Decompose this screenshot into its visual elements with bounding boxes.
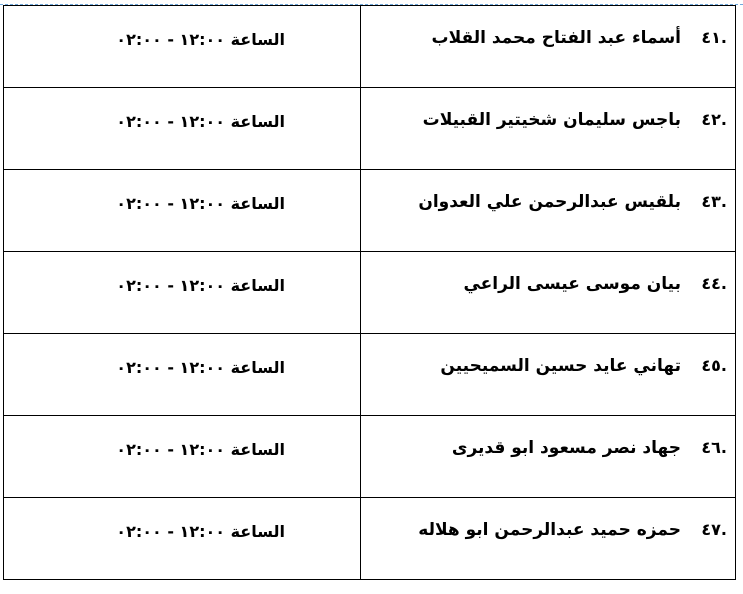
- row-number: ٤٤.: [701, 274, 727, 293]
- table-row: [4, 334, 736, 416]
- student-name: بيان موسى عيسى الراعي: [463, 274, 681, 294]
- table-row: [4, 88, 736, 170]
- student-name: جهاد نصر مسعود ابو قديرى: [451, 438, 681, 458]
- student-name: تهاني عايد حسين السميحيين: [440, 356, 681, 376]
- time-slot: الساعة ١٢:٠٠ - ٠٢:٠٠: [116, 194, 285, 213]
- time-slot: الساعة ١٢:٠٠ - ٠٢:٠٠: [116, 522, 285, 541]
- name-cell: [361, 498, 736, 580]
- row-number: ٤٧.: [701, 520, 727, 539]
- row-number: ٤٣.: [701, 192, 727, 211]
- table-row: [4, 416, 736, 498]
- row-number: ٤٦.: [701, 438, 727, 457]
- time-slot: الساعة ١٢:٠٠ - ٠٢:٠٠: [116, 30, 285, 49]
- name-cell: [361, 170, 736, 252]
- time-slot: الساعة ١٢:٠٠ - ٠٢:٠٠: [116, 440, 285, 459]
- student-name: بلقيس عبدالرحمن علي العدوان: [418, 192, 681, 212]
- time-cell: [4, 6, 361, 88]
- schedule-table: [3, 5, 736, 580]
- name-cell: [361, 252, 736, 334]
- name-cell: [361, 6, 736, 88]
- row-number: ٤١.: [701, 28, 727, 47]
- table-row: [4, 252, 736, 334]
- time-slot: الساعة ١٢:٠٠ - ٠٢:٠٠: [116, 276, 285, 295]
- time-slot: الساعة ١٢:٠٠ - ٠٢:٠٠: [116, 358, 285, 377]
- time-cell: [4, 252, 361, 334]
- name-cell: [361, 88, 736, 170]
- student-name: باجس سليمان شخيتير القبيلات: [422, 110, 681, 130]
- name-cell: [361, 334, 736, 416]
- name-cell: [361, 416, 736, 498]
- time-cell: [4, 88, 361, 170]
- time-slot: الساعة ١٢:٠٠ - ٠٢:٠٠: [116, 112, 285, 131]
- time-cell: [4, 498, 361, 580]
- time-cell: [4, 416, 361, 498]
- table-row: [4, 6, 736, 88]
- table-row: [4, 170, 736, 252]
- student-name: حمزه حميد عبدالرحمن ابو هلاله: [418, 520, 681, 540]
- row-number: ٤٥.: [701, 356, 727, 375]
- table-row: [4, 498, 736, 580]
- time-cell: [4, 334, 361, 416]
- time-cell: [4, 170, 361, 252]
- row-number: ٤٢.: [701, 110, 727, 129]
- student-name: أسماء عبد الفتاح محمد القلاب: [431, 28, 681, 48]
